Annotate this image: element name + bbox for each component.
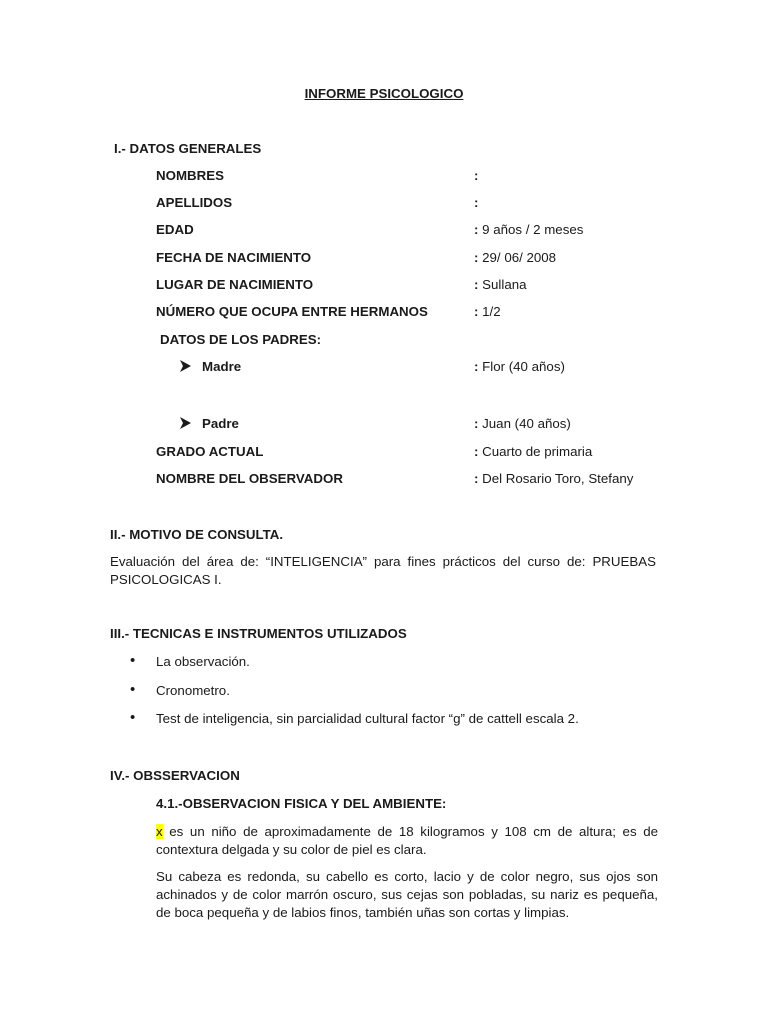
list-item: Cronometro.	[156, 683, 230, 698]
value-nombres: :	[474, 168, 479, 183]
label-fecha-nacimiento: FECHA DE NACIMIENTO	[156, 250, 312, 265]
label-edad: EDAD	[156, 222, 194, 237]
bullet-icon: •	[130, 681, 136, 698]
value-fecha-nacimiento: : 29/ 06/ 2008	[474, 250, 557, 265]
value-observador: : Del Rosario Toro, Stefany	[474, 471, 634, 486]
section-2-heading: II.- MOTIVO DE CONSULTA.	[110, 527, 284, 542]
list-item: Test de inteligencia, sin parcialidad cultural factor “g” de cattell escala 2.	[156, 711, 579, 726]
consulta-paragraph: Evaluación del área de: “INTELIGENCIA” para fines prácticos del curso de: PRUEBAS PSICOLOGICAS I.	[110, 554, 656, 587]
bullet-icon: •	[130, 652, 136, 669]
label-observador: NOMBRE DEL OBSERVADOR	[156, 471, 343, 486]
list-item: La observación.	[156, 654, 250, 669]
arrow-bullet-icon	[180, 360, 191, 376]
section-1-heading: I.- DATOS GENERALES	[114, 141, 262, 156]
appearance-paragraph: Su cabeza es redonda, su cabello es corto, lacio y de color negro, sus ojos son achinados y de color marrón oscuro, sus cejas son pobladas, su nariz es pequeña, de boca pequeña y de labios finos, también uñas son cortas y limpias.	[156, 869, 658, 920]
value-edad: : 9 años / 2 meses	[474, 222, 584, 237]
label-padre: Padre	[202, 416, 239, 431]
label-madre: Madre	[202, 359, 242, 374]
section-4-heading: IV.- OBSSERVACION	[110, 768, 240, 783]
label-nombres: NOMBRES	[156, 168, 224, 183]
bullet-icon: •	[130, 709, 136, 726]
section-4-1-heading: 4.1.-OBSERVACION FISICA Y DEL AMBIENTE:	[156, 796, 447, 811]
document-title: INFORME PSICOLOGICO	[304, 86, 464, 101]
highlighted-name: x	[156, 824, 163, 839]
value-lugar-nacimiento: : Sullana	[474, 277, 527, 292]
value-padre: : Juan (40 años)	[474, 416, 571, 431]
label-grado-actual: GRADO ACTUAL	[156, 444, 264, 459]
label-numero-hermanos: NÚMERO QUE OCUPA ENTRE HERMANOS	[156, 304, 428, 319]
section-3-heading: III.- TECNICAS E INSTRUMENTOS UTILIZADOS	[110, 626, 407, 641]
label-lugar-nacimiento: LUGAR DE NACIMIENTO	[156, 277, 314, 292]
parents-heading: DATOS DE LOS PADRES:	[160, 332, 322, 347]
value-madre: : Flor (40 años)	[474, 359, 565, 374]
label-apellidos: APELLIDOS	[156, 195, 233, 210]
value-numero-hermanos: : 1/2	[474, 304, 501, 319]
paragraph-text: es un niño de aproximadamente de 18 kilogramos y 108 cm de altura; es de contextura delgada y su color de piel es clara.	[156, 824, 658, 857]
physical-description-paragraph	[156, 823, 658, 859]
value-apellidos: :	[474, 195, 479, 210]
arrow-bullet-icon	[180, 417, 191, 433]
value-grado-actual: : Cuarto de primaria	[474, 444, 593, 459]
